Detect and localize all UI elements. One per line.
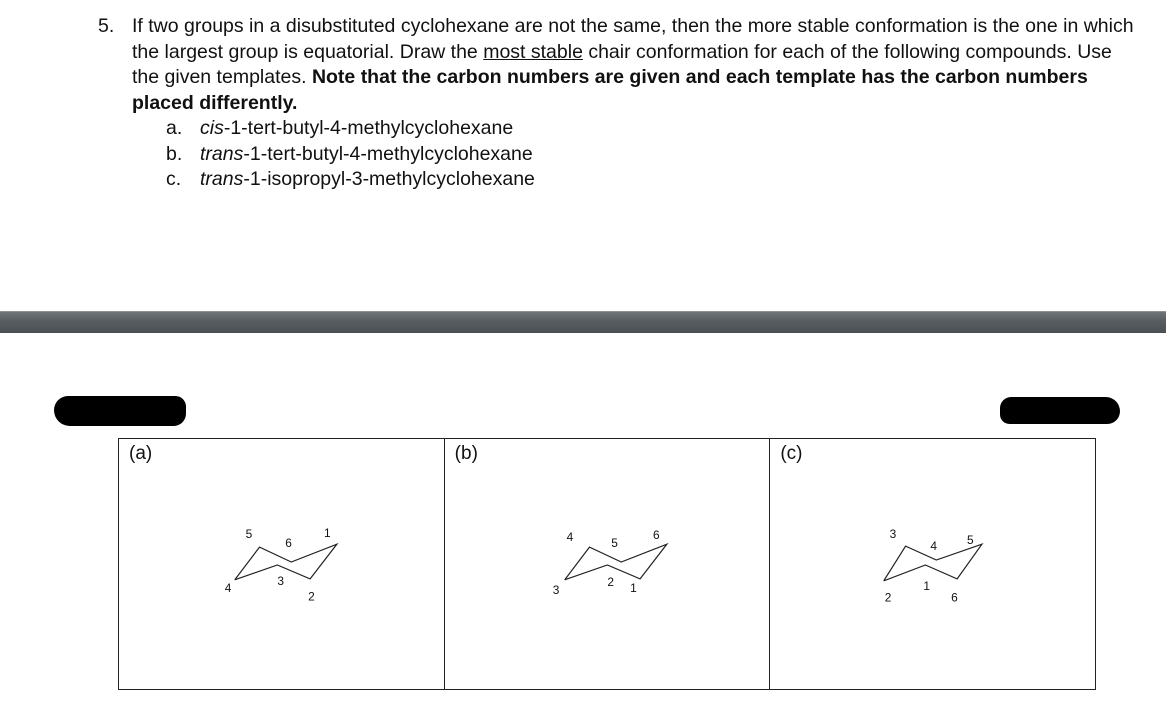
compound-item-c xyxy=(166,167,1138,192)
carbon-label-left: 2 xyxy=(885,590,892,605)
chair-template-c xyxy=(770,439,1095,689)
template-panel-c[interactable] xyxy=(770,439,1095,689)
compound-rest: -1-tert-butyl-4-methylcyclohexane xyxy=(243,142,533,165)
carbon-label-upper-left: 4 xyxy=(566,530,573,545)
carbon-label-lower-right: 6 xyxy=(951,590,959,605)
template-label-a: (a) xyxy=(129,443,153,464)
carbon-label-upper-mid: 6 xyxy=(285,536,292,551)
redaction-left xyxy=(54,396,186,426)
question-text-underlined: most stable xyxy=(483,40,583,63)
section-separator-bar xyxy=(0,311,1166,333)
compound-name xyxy=(200,116,513,141)
carbon-label-upper-mid: 5 xyxy=(610,536,618,551)
template-panel-b[interactable] xyxy=(445,439,771,689)
compound-name xyxy=(200,167,535,192)
compound-rest: -1-isopropyl-3-methylcyclohexane xyxy=(243,167,535,190)
carbon-label-lower-mid: 2 xyxy=(607,574,614,589)
compound-letter: b. xyxy=(166,142,183,165)
compound-item-b xyxy=(166,142,1138,167)
redaction-right xyxy=(1000,397,1120,424)
carbon-label-left: 3 xyxy=(552,582,560,597)
carbon-label-left: 4 xyxy=(224,580,232,595)
compound-letter: c. xyxy=(166,167,182,190)
template-panel-a[interactable] xyxy=(119,439,445,689)
compound-rest: -1-tert-butyl-4-methylcyclohexane xyxy=(223,117,514,140)
compound-list xyxy=(98,116,1138,192)
compound-prefix: trans xyxy=(200,167,244,190)
question-text-part2: chair conformation for each of the following compounds. Use the given templates. xyxy=(132,40,1112,89)
carbon-label-lower-mid: 1 xyxy=(923,578,931,593)
carbon-label-upper-left: 5 xyxy=(245,527,253,542)
carbon-label-lower-right: 2 xyxy=(308,589,315,604)
compound-name xyxy=(200,142,533,167)
question-number: 5. xyxy=(98,15,115,37)
carbon-label-right: 1 xyxy=(323,526,331,541)
compound-item-a xyxy=(166,116,1138,141)
question-text-bold: Note that the carbon numbers are given and each template has the carbon numbers placed differently. xyxy=(132,66,1088,114)
question-row xyxy=(98,14,1138,116)
carbon-label-right: 5 xyxy=(967,533,975,548)
carbon-label-upper-left: 3 xyxy=(890,527,897,542)
chair-template-b xyxy=(445,439,770,689)
carbon-label-right: 6 xyxy=(652,528,660,543)
question-block xyxy=(98,14,1138,192)
compound-prefix: cis xyxy=(200,117,224,140)
carbon-label-lower-mid: 3 xyxy=(277,573,284,588)
template-label-c: (c) xyxy=(780,443,803,464)
chair-template-a xyxy=(119,439,444,689)
template-label-b: (b) xyxy=(454,443,478,464)
carbon-label-lower-right: 1 xyxy=(629,580,637,595)
question-text-part1: If two groups in a disubstituted cyclohexane are not the same, then the more stable conformation is the one in which the largest group is equatorial. Draw the xyxy=(132,15,1134,63)
chair-templates xyxy=(118,438,1096,690)
carbon-label-upper-mid: 4 xyxy=(930,539,938,554)
compound-prefix: trans xyxy=(200,142,244,165)
question-body xyxy=(132,14,1138,116)
compound-letter: a. xyxy=(166,117,183,140)
